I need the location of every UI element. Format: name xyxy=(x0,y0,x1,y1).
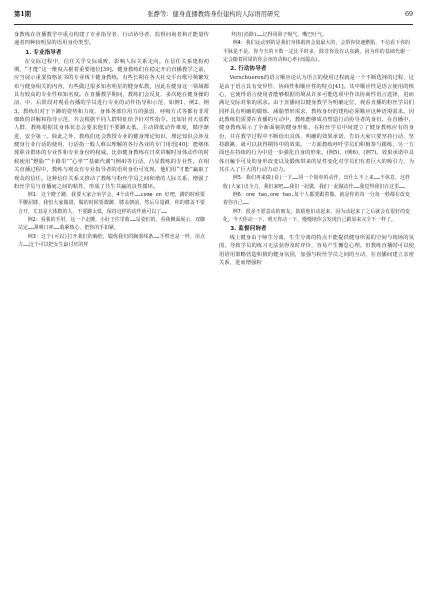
left-column xyxy=(14,31,209,249)
paragraph: Verschueren的语言顺应论认为语言的使用过程就是一个不断选择的过程，这是由于语言具有变异性、协商性和顺应性的特点[41]。其中顺应性是语言使用的核心，它使得语言使用者能够根据语境从许多可能选项中作出协商性语言选择，进而满足交际对象的需求。由于直播间以健身教学为明确定位，观看直播的粉丝学员们同样具有明确的锻炼、减脂塑形需求，教练身份的建构必须顺应这种语境需求。因此教练们需要在直播的互动中，教练能够成功塑造行动协导者的身份。在直播中，健身教练展示了全新面貌的健身形象，在粉丝学员中间建立了健身教练应有的身份，并在教学过程中不断给出具体、明确的效果承诺，告诉大家只要坚持行动、坚持跟跳，就可以获得期待中的效果。一方面教练呼吁学员们积极参与跟练，另一方面也在持续的行为中进一步强化自身的形象。(例5)、(例6)、(例7)。效果承诺中具体且触手可及的身形改变以及锻炼带来的显性变化对学员们有着巨大的吸引力，为其注入了巨大的行动力动力。 xyxy=(219,75,414,173)
example-block: 例1：这个瞪子蹲，我要大家合举学会。4个动作……come on 好吧，蹲的时候要平腰屈膝，我怕大家做错，做的时候要微蹲，膝盖朝前，然后尽量蹲，你的膝盖不要合开。尤其是大体数的人，不要蹲太低，保持这样的动作就可以了…… xyxy=(18,192,205,215)
example-block: 例6：one two,one two,每个人都要跟着做，就是你的每一分每一秒都在改变着你自己…… xyxy=(223,191,410,207)
section-heading: 3. 监督问询者 xyxy=(230,226,267,233)
right-column xyxy=(219,31,414,267)
page-number: 69 xyxy=(404,11,413,18)
header-rule xyxy=(14,24,413,25)
paragraph: 身教练在直播教学中重点构建了专业指导者、行动协导者、监督问询者和正能量传递者四种较明显的语用身份类型。 xyxy=(14,32,209,47)
example-block: 例2：看我的手肘，这一个走腰，小肚子往里收……站姿们的，看我侧面展示，双脚站定……鼻吸口呼……收紧核心，把你的手扣紧。 xyxy=(18,217,205,232)
running-title: 张静等：健身直播教练身份建构的人际语用研究 xyxy=(147,11,280,18)
example-block: 例5：我们再来做(看)一下……同一个简单的动作，出什么不上来……不休息，这样收(大家)出全力，我们来吧……我们一起做，我们一起做动作……我觉得我们在这里…… xyxy=(223,175,410,190)
section-heading: 1. 专业指导者 xyxy=(25,49,62,56)
section-heading: 2. 行动协导者 xyxy=(230,66,267,73)
issue-number: 第1期 xyxy=(14,11,31,18)
example-block-continued: 拜肉(消除)……记得用鼻子吸气，嘴巴吐气。 xyxy=(231,32,327,38)
running-header xyxy=(14,9,413,21)
paragraph: 在交际过程中，信任关乎交际成败，影响人际关系走向。在信任关系建构初期，“才能”这一维度占据着重要地位[39]。健身教练们在稳定开启直播教学之前，应当展示重要资格证书的专业线下健身教练，有些长期在各大社交平台歌号频繁发布与健身相关的内容，有些做过很多知名明星的健身私教，因此在健身这一领域都具有较高的专业性和知名度。在直播教学期间，教练们会反复、多次地在健身操的前、中、后阶段对观看直播的学员进行专业的动作指导和示范，如例1、例2、例3。教练们对于下蹲的姿势和力度、身体各部位用力的强弱，呼吸方式等都有非常细致的讲解和指导示范，并会根据不同人群特征给予针对性指令。比如针对大基数人群，教练根据其身体状态会要求他们不要蹲太低，主动降低动作难度，循序渐进，安全第一。除此之外，教练们还会教授专业的健身理论知识，理论知识会涉及健身行业行话的使用，行话指一般人难以理解的各行各业的专门用语[40]：能够体现职业群体的专业性和专业身份的权威。比如健身教练在日常讲解时身体动作的时候使用“燃脂”“卡路里”“心率”“基础代谢”(例4)等行话，凸显教练的专业性。在相关直播过程中，教练与观众有专业指导者的语用身份可发现，他们用“才能”赢取了观众的信任。这种信任关系又推动了教练与粉丝学员之间和谐的人际关系，增强了粉丝学员与直播间之间的粘性，形成了共生共赢的良性循环。 xyxy=(14,58,209,190)
example-block: 例7：很多不愿意动的朋友，鼓励他们动起来，因为动起来了之后就会有很好的变化，今天你动一下，明天你动一下，慢慢地你会发现自己跟原来完全不一样了。 xyxy=(223,208,410,223)
example-block: 例4：我们运动到的是我们身体肌肉会量最大的，会帮你快速燃脂，不信看下你的平脉是不是。你今天的卡数一定比平时多，除非你没有认真跳，因为你的基础代谢一定会随着同周的你会身的动和心率(而提高)。 xyxy=(223,40,410,63)
example-block: 例3：这个(可以)打开我们的胸腔，锻炼我们的胸部线条……手臂也是一样，用点力……这个可以把女生最讨厌的拜 xyxy=(18,233,205,248)
paragraph: 线上健身由于师生分离，生生分离的特点不能提供健身所需的空间与现场的氛围，导致学员的练习无法获得及时评价，容易产生懈怠心理。但教练直播时可以使用语用策略营造积极的健身氛围，加强与粉丝学员之间的互动，在直播间建立亲密关系，进而增强粉 xyxy=(219,235,414,267)
